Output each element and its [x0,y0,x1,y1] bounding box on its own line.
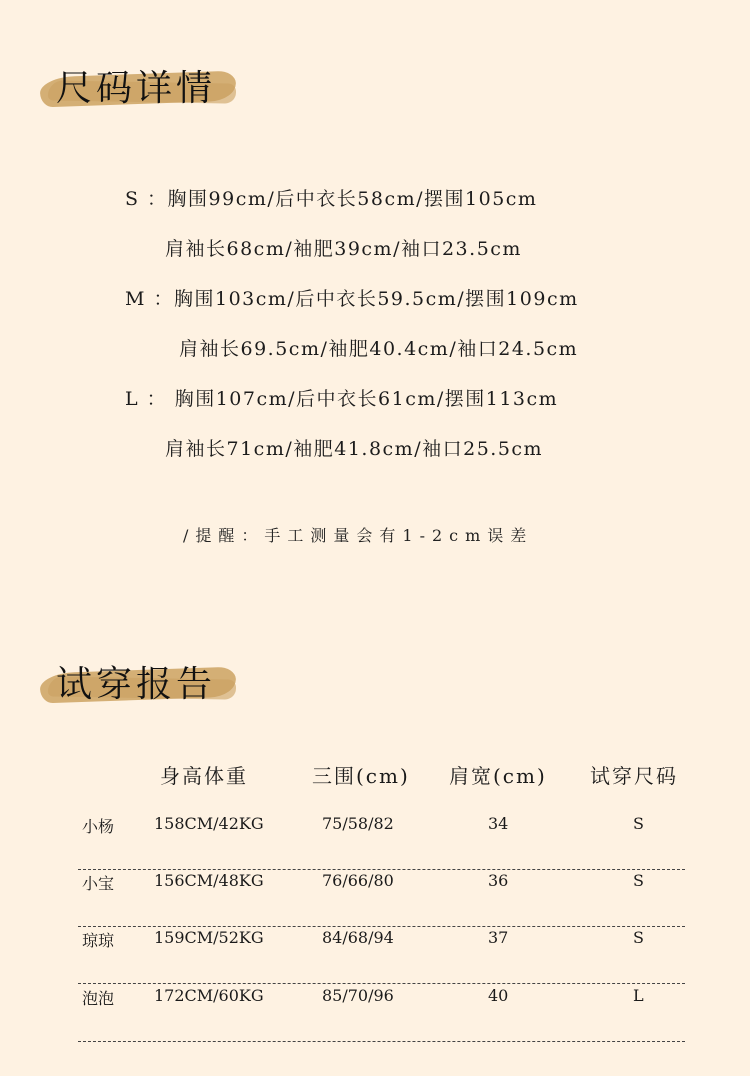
height-weight: 158CM/42KG [154,814,264,833]
size-s-line2: 肩袖长68cm/袖肥39cm/袖口23.5cm [165,238,522,260]
measurement-note: /提醒：手工测量会有1-2cm误差 [183,526,534,545]
table-row [78,871,685,927]
header-trial-size: 试穿尺码 [590,764,678,788]
trial-size: S [633,928,644,947]
header-height-weight: 身高体重 [160,764,248,788]
height-weight: 172CM/60KG [154,986,264,1005]
size-s-line1: S ：胸围99cm/后中衣长58cm/摆围105cm [125,188,538,210]
size-m-line1: M ：胸围103cm/后中衣长59.5cm/摆围109cm [125,288,579,310]
size-l-line2: 肩袖长71cm/袖肥41.8cm/袖口25.5cm [165,438,544,460]
shoulder-width: 36 [488,871,509,890]
table-row [78,928,685,984]
size-m-line2: 肩袖长69.5cm/袖肥40.4cm/袖口24.5cm [179,338,579,360]
size-details-title [40,60,260,120]
measurements: 75/58/82 [322,814,394,833]
model-name: 小宝 [82,874,115,893]
shoulder-width: 40 [488,986,509,1005]
model-name: 琼琼 [82,931,115,950]
trial-size: S [633,814,644,833]
row-divider [78,926,685,927]
trial-report-title [40,656,260,716]
row-divider [78,869,685,870]
measurements: 85/70/96 [322,986,394,1005]
trial-size: S [633,871,644,890]
header-shoulder-width: 肩宽(cm) [449,764,547,788]
size-l-line1: L ： 胸围107cm/后中衣长61cm/摆围113cm [125,388,559,410]
size-details-heading: 尺码详情 [56,68,217,109]
model-name: 小杨 [82,817,115,836]
model-name: 泡泡 [82,989,115,1008]
header-measurements: 三围(cm) [312,764,410,788]
shoulder-width: 34 [488,814,509,833]
table-row [78,986,685,1042]
trial-size: L [633,986,644,1005]
measurements: 84/68/94 [322,928,394,947]
row-divider [78,983,685,984]
height-weight: 159CM/52KG [154,928,264,947]
row-divider [78,1041,685,1042]
height-weight: 156CM/48KG [154,871,264,890]
table-row [78,814,685,870]
measurements: 76/66/80 [322,871,394,890]
trial-report-heading: 试穿报告 [56,664,217,705]
shoulder-width: 37 [488,928,509,947]
